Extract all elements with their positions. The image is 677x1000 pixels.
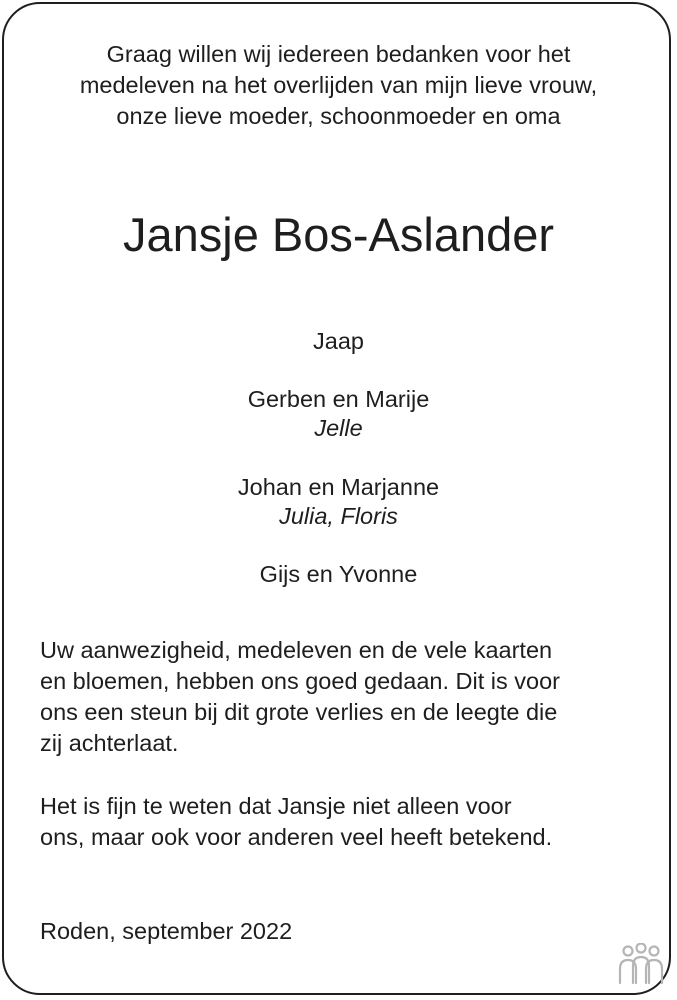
family-member-children: Julia, Floris (279, 503, 398, 529)
family-member-names: Johan en Marjanne (237, 474, 440, 500)
family-member-children: Jelle (314, 415, 363, 441)
family-group (0, 385, 677, 443)
intro-line: onze lieve moeder, schoonmoeder en oma (116, 103, 561, 129)
paragraph-line: Het is fijn te weten dat Jansje niet alleen voor (40, 793, 512, 819)
intro-line: Graag willen wij iedereen bedanken voor het (106, 41, 571, 67)
paragraph-line: en bloemen, hebben ons goed gedaan. Dit is voor (40, 668, 560, 694)
thanks-paragraph (40, 635, 650, 759)
family-figures-icon (616, 943, 666, 987)
deceased-name: Jansje Bos-Aslander (122, 208, 555, 261)
intro-line: medeleven na het overlijden van mijn lieve vrouw, (79, 72, 598, 98)
paragraph-line: ons een steun bij dit grote verlies en de leegte die (40, 699, 558, 725)
family-group (0, 473, 677, 531)
family-member-names: Gerben en Marije (247, 386, 430, 412)
closing-paragraph (40, 791, 650, 853)
place-date: Roden, september 2022 (40, 918, 293, 944)
family-member-names: Gijs en Yvonne (259, 561, 418, 587)
intro-text (0, 39, 677, 132)
paragraph-line: ons, maar ook voor anderen veel heeft betekend. (40, 824, 553, 850)
family-member-names: Jaap (313, 328, 364, 354)
paragraph-line: Uw aanwezigheid, medeleven en de vele kaarten (40, 637, 553, 663)
paragraph-line: zij achterlaat. (40, 730, 179, 756)
